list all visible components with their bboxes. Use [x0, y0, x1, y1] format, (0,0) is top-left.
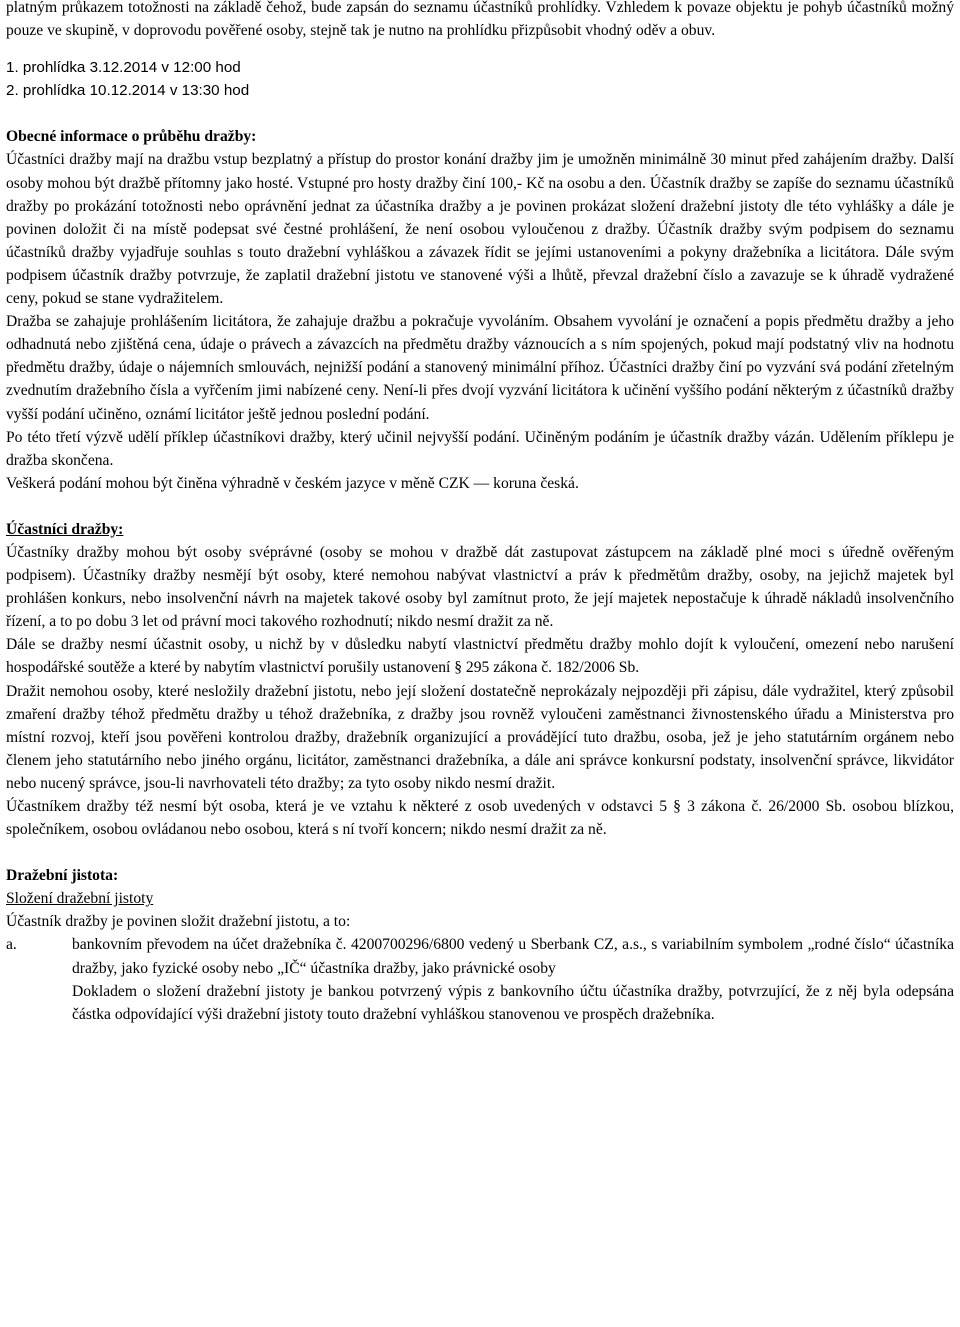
deposit-heading: Dražební jistota: [6, 867, 119, 885]
viewing-1: 1. prohlídka 3.12.2014 v 12:00 hod [6, 59, 241, 77]
spacer [6, 102, 954, 125]
intro-paragraph: platným průkazem totožnosti na základě čehož, bude zapsán do seznamu účastníků prohlídky. Vzhledem k povaze objektu je pohyb účastníků možný pouze ve skupině, v doprovodu pověřené osoby, stejně tak je nutno na prohlídku přizpůsobit vhodný oděv a obuv. [6, 0, 954, 40]
deposit-subheading: Složení dražební jistoty [6, 890, 154, 908]
general-heading: Obecné informace o průběhu dražby: [6, 128, 257, 146]
spacer [6, 841, 954, 864]
general-paragraph-1: Účastníci dražby mají na dražbu vstup bezplatný a přístup do prostor konání dražby jim je umožněn minimálně 30 minut před zahájením dražby. Další osoby mohou být dražbě přítomny jako hosté. Vstupné pro hosty dražby činí 100,- Kč na osobu a den. Účastník dražby se zapíše do seznamu účastníků dražby po prokázání totožnosti nebo oprávnění jednat za účastníka dražby a je povinen prokázat složení dražební jistoty dle této vyhlášky a dále je povinen doložit či na místě podepsat své čestné prohlášení, že není osobou vyloučenou z dražby. Účastník dražby svým podpisem do seznamu účastníků dražby vyjadřuje souhlas s touto dražební vyhláškou a závazek řídit se jejími ustanoveními a pokyny dražebníka a licitátora. Dále svým podpisem účastník dražby potvrzuje, že zaplatil dražební jistotu ve stanovené výši a lhůtě, převzal dražební číslo a zavazuje se k úhradě vydražené ceny, pokud se stane vydražitelem. [6, 151, 954, 308]
spacer [6, 495, 954, 518]
list-marker: a. [6, 936, 17, 954]
list-item-body [72, 933, 954, 1025]
general-paragraph-4: Veškerá podání mohou být činěna výhradně v českém jazyce v měně CZK — koruna česká. [6, 474, 579, 492]
document-page [6, 0, 954, 1026]
participants-paragraph-3: Dražit nemohou osoby, které nesložily dražební jistotu, nebo její složení dostatečně neprokázaly nejpozději při zápisu, dále vydražitel, který způsobil zmaření dražby téhož předmětu dražby u téhož dražebníka, z dražby jsou rovněž vyloučeni zaměstnanci živnostenského úřadu a Ministerstva pro místní rozvoj, kteří jsou pověřeni kontrolou dražby, dražebník organizující a provádějící tuto dražbu, osoba, jež je jeho statutárním orgánem nebo členem jeho statutárního nebo jiného orgánu, licitátor, zaměstnanci dražebníka, a dále ani správce konkursní podstaty, insolvenční správce, likvidátor nebo nucený správce, jsou-li navrhovateli této dražby; za tyto osoby nikdo nesmí dražit. [6, 682, 954, 792]
list-item-paragraph-1: bankovním převodem na účet dražebníka č. 4200700296/6800 vedený u Sberbank CZ, a.s., s variabilním symbolem „rodné číslo“ účastníka dražby, jako fyzické osoby nebo „IČ“ účastníka dražby, jako právnické osoby [72, 936, 954, 977]
participants-paragraph-2: Dále se dražby nesmí účastnit osoby, u nichž by v důsledku nabytí vlastnictví předmětu dražby mohlo dojít k vyloučení, omezení nebo narušení hospodářské soutěže a které by nabytím vlastnictví porušily ustanovení § 295 zákona č. 182/2006 Sb. [6, 636, 954, 677]
participants-paragraph-4: Účastníkem dražby též nesmí být osoba, která je ve vztahu k některé z osob uvedených v odstavci 5 § 3 zákona č. 26/2000 Sb. osobou blízkou, společníkem, osobou ovládanou nebo osobou, která s ní tvoří koncern; nikdo nesmí dražit za ně. [6, 798, 954, 839]
participants-heading: Účastníci dražby: [6, 520, 124, 538]
deposit-intro: Účastník dražby je povinen složit dražební jistotu, a to: [6, 913, 351, 931]
deposit-list-item-a [6, 933, 954, 1025]
list-item-paragraph-2: Dokladem o složení dražební jistoty je bankou potvrzený výpis z bankovního účtu účastníka dražby, potvrzující, že z něj byla odepsána částka odpovídající výši dražební jistoty touto dražební vyhláškou stanovenou ve prospěch dražebníka. [72, 982, 954, 1023]
participants-paragraph-1: Účastníky dražby mohou být osoby svéprávné (osoby se mohou v dražbě dát zastupovat zástupcem na základě plné moci s úředně ověřeným podpisem). Účastníky dražby nesmějí být osoby, které nemohou nabývat vlastnictví a práv k předmětům dražby, osoby, na jejichž majetek byl prohlášen konkurs, nebo insolvenční návrh na majetek takové osoby byl zamítnut proto, že její majetek nepostačuje k úhradě nákladů insolvenčního řízení, a to po dobu 3 let od právní moci takového rozhodnutí; nikdo nesmí dražit za ně. [6, 543, 954, 631]
general-paragraph-3: Po této třetí výzvě udělí příklep účastníkovi dražby, který učinil nejvyšší podání. Učiněným podáním je účastník dražby vázán. Udělením příklepu je dražba skončena. [6, 428, 954, 469]
viewing-2: 2. prohlídka 10.12.2014 v 13:30 hod [6, 82, 250, 100]
spacer [6, 42, 954, 56]
general-paragraph-2: Dražba se zahajuje prohlášením licitátora, že zahajuje dražbu a pokračuje vyvoláním. Obsahem vyvolání je označení a popis předmětu dražby a jeho odhadnutá nebo zjištěná cena, údaje o právech a závazcích na předmětu dražby váznoucích a s ním spojených, pokud mají podstatný vliv na hodnotu předmětu dražby, údaje o nájemních smlouvách, nejnižší podání a stanovený minimální příhoz. Účastníci dražby činí po vyzvání svá podání zřetelným zvednutím dražebního čísla a vyřčením jimi nabízené ceny. Není-li přes dvojí vyzvání licitátora k učinění vyššího podání některým z účastníků dražby vyšší podání učiněno, oznámí licitátor ještě jednou poslední podání. [6, 313, 954, 423]
